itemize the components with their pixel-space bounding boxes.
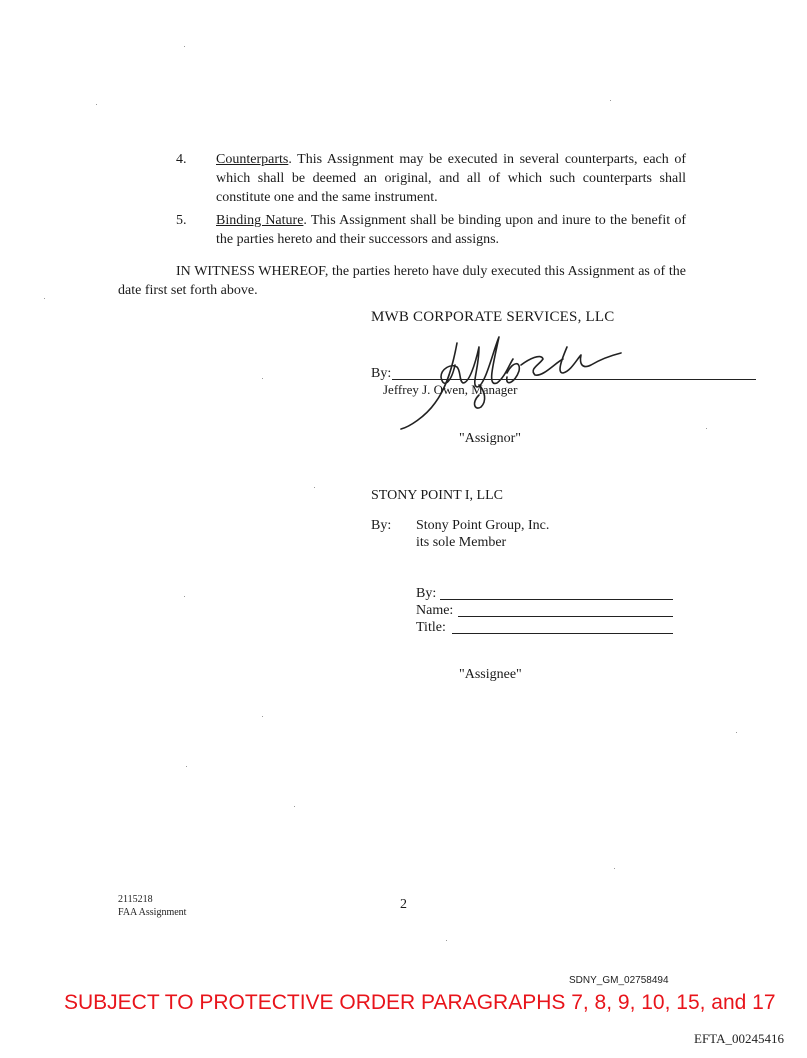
doc-name: FAA Assignment bbox=[118, 907, 187, 918]
witness-clause: IN WITNESS WHEREOF, the parties hereto have duly executed this Assignment as of the date first set forth above. bbox=[118, 264, 686, 298]
paragraph-5-heading: Binding Nature bbox=[216, 213, 304, 228]
assignor-company: MWB CORPORATE SERVICES, LLC bbox=[371, 309, 615, 325]
assignor-signer: Jeffrey J. Owen, Manager bbox=[383, 382, 518, 397]
assignee-name-line bbox=[458, 616, 673, 617]
paragraph-5 bbox=[216, 211, 686, 249]
scan-speck bbox=[96, 104, 97, 105]
assignor-role: "Assignor" bbox=[459, 431, 521, 446]
assignee-by-line bbox=[440, 599, 673, 600]
scan-speck bbox=[184, 46, 185, 47]
doc-number: 2115218 bbox=[118, 894, 153, 905]
page-number: 2 bbox=[400, 897, 407, 912]
bates-number: SDNY_GM_02758494 bbox=[569, 975, 669, 986]
scan-speck bbox=[610, 100, 611, 101]
scan-speck bbox=[262, 716, 263, 717]
paragraph-5-text: . This Assignment shall be binding upon and inure to the benefit of the parties hereto and their successors and assigns. bbox=[216, 213, 686, 247]
assignee-member-name: Stony Point Group, Inc. bbox=[416, 518, 550, 533]
paragraph-4-heading: Counterparts bbox=[216, 152, 289, 167]
scan-speck bbox=[314, 487, 315, 488]
scan-speck bbox=[294, 806, 295, 807]
scan-speck bbox=[262, 378, 263, 379]
assignee-title-line bbox=[452, 633, 673, 634]
paragraph-4-text: . This Assignment may be executed in several counterparts, each of which shall be deemed an original, and all of which such counterparts shall constitute one and the same instrument. bbox=[216, 152, 686, 205]
efta-number: EFTA_00245416 bbox=[694, 1031, 784, 1046]
assignee-company: STONY POINT I, LLC bbox=[371, 488, 503, 503]
assignee-sig-by-label: By: bbox=[416, 586, 437, 601]
scan-speck bbox=[446, 940, 447, 941]
paragraph-4 bbox=[216, 150, 686, 207]
protective-order-notice: SUBJECT TO PROTECTIVE ORDER PARAGRAPHS 7, 8, 9, 10, 15, and 17 bbox=[64, 991, 776, 1014]
assignee-member-role: its sole Member bbox=[416, 535, 507, 550]
assignee-role: "Assignee" bbox=[459, 667, 522, 682]
assignee-by-label: By: bbox=[371, 518, 392, 533]
assignee-sig-title-label: Title: bbox=[416, 620, 446, 635]
assignee-sig-name-label: Name: bbox=[416, 603, 454, 618]
scan-speck bbox=[184, 596, 185, 597]
scan-speck bbox=[736, 732, 737, 733]
scan-speck bbox=[614, 868, 615, 869]
paragraph-5-number: 5. bbox=[176, 213, 187, 228]
handwritten-signature bbox=[395, 325, 625, 435]
scan-speck bbox=[44, 298, 45, 299]
assignor-by-label: By: bbox=[371, 366, 392, 381]
scan-speck bbox=[706, 428, 707, 429]
scan-speck bbox=[186, 766, 187, 767]
paragraph-4-number: 4. bbox=[176, 152, 187, 167]
